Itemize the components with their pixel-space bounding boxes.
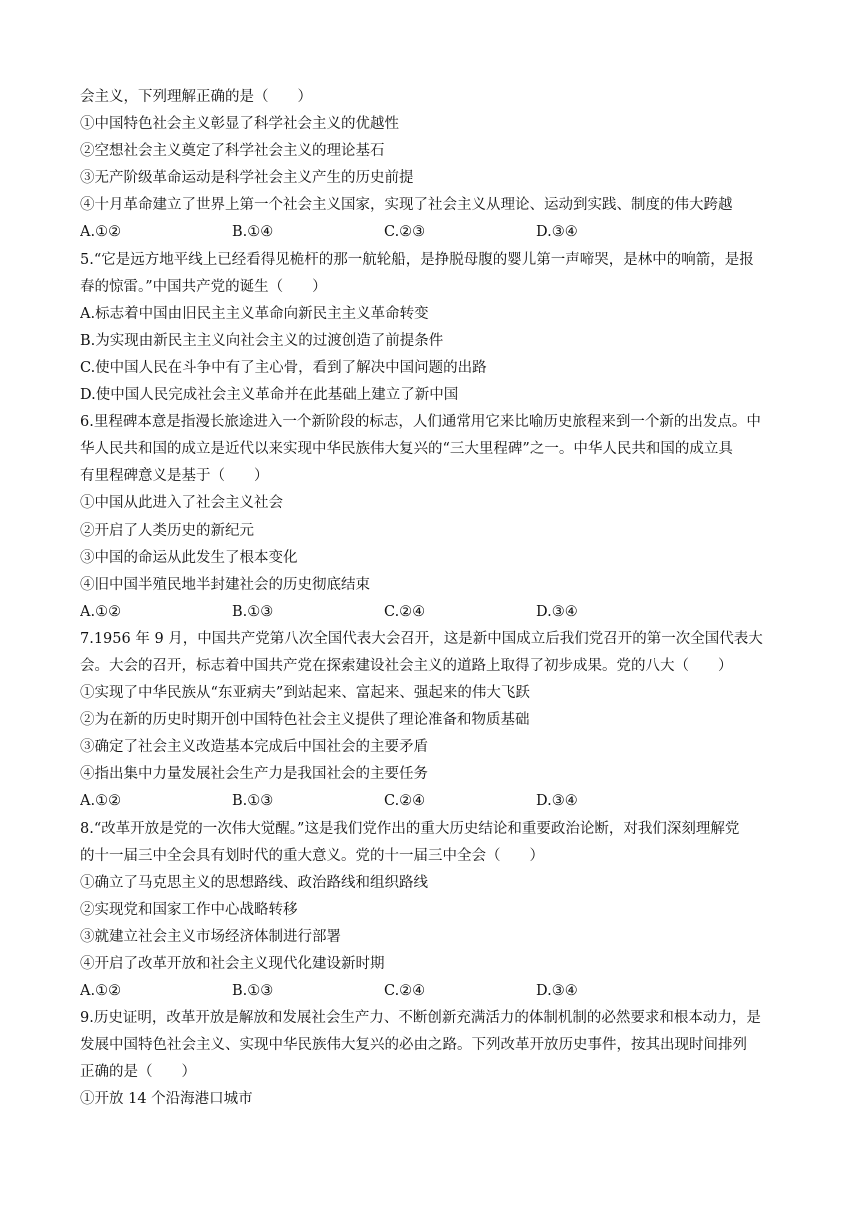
answer-option: C.②④ <box>384 603 426 620</box>
answer-option: B.①③ <box>232 983 274 1000</box>
answer-option: B.①③ <box>232 793 274 810</box>
text-line: 春的惊雷。”中国共产党的诞生（ ） <box>80 278 327 295</box>
text-line: 会。大会的召开，标志着中国共产党在探索建设社会主义的道路上取得了初步成果。党的八大（ ） <box>80 657 733 674</box>
text-line: ①实现了中华民族从“东亚病夫”到站起来、富起来、强起来的伟大飞跃 <box>80 685 530 702</box>
answer-option: B.①④ <box>232 224 274 241</box>
text-line: 7.1956 年 9 月，中国共产党第八次全国代表大会召开，这是新中国成立后我们党召开的第一次全国代表大 <box>80 630 763 647</box>
answer-option: D.③④ <box>536 603 578 620</box>
text-line: 5.“它是远方地平线上已经看得见桅杆的那一航轮船，是挣脱母腹的婴儿第一声啼哭，是林中的响箭，是报 <box>80 251 754 268</box>
text-line: ①开放 14 个沿海港口城市 <box>80 1091 253 1108</box>
answer-option: C.②④ <box>384 793 426 810</box>
answer-options-row <box>80 788 785 815</box>
answer-options-row <box>80 599 785 626</box>
text-line: ①中国从此进入了社会主义社会 <box>80 495 283 512</box>
answer-option: A.①② <box>80 983 122 1000</box>
text-line: ④十月革命建立了世界上第一个社会主义国家，实现了社会主义从理论、运动到实践、制度的伟大跨越 <box>80 197 733 214</box>
text-line: ②为在新的历史时期开创中国特色社会主义提供了理论准备和物质基础 <box>80 712 530 729</box>
text-line: ①确立了马克思主义的思想路线、政治路线和组织路线 <box>80 874 428 891</box>
answer-option: D.③④ <box>536 983 578 1000</box>
text-line: ②实现党和国家工作中心战略转移 <box>80 901 298 918</box>
text-line: ④开启了改革开放和社会主义现代化建设新时期 <box>80 956 385 972</box>
document-body <box>80 84 785 1114</box>
answer-options-row <box>80 219 785 246</box>
answer-options-row <box>80 978 785 1005</box>
answer-option: A.①② <box>80 793 122 810</box>
text-line: B.为实现由新民主主义向社会主义的过渡创造了前提条件 <box>80 332 444 349</box>
text-line: ③就建立社会主义市场经济体制进行部署 <box>80 928 341 945</box>
text-line: ②开启了人类历史的新纪元 <box>80 522 254 539</box>
text-line: 正确的是（ ） <box>80 1064 196 1081</box>
text-line: 华人民共和国的成立是近代以来实现中华民族伟大复兴的“三大里程碑”之一。中华人民共和国的成立具 <box>80 441 733 458</box>
answer-option: C.②④ <box>384 983 426 1000</box>
text-line: 9.历史证明，改革开放是解放和发展社会生产力、不断创新充满活力的体制机制的必然要求和根本动力，是 <box>80 1010 761 1027</box>
text-line: 8.“改革开放是党的一次伟大觉醒。”这是我们党作出的重大历史结论和重要政治论断，对我们深刻理解党 <box>80 820 740 837</box>
text-line: ③中国的命运从此发生了根本变化 <box>80 549 298 566</box>
text-line: D.使中国人民完成社会主义革命并在此基础上建立了新中国 <box>80 387 459 404</box>
answer-option: A.①② <box>80 603 122 620</box>
text-line: A.标志着中国由旧民主主义革命向新民主主义革命转变 <box>80 305 429 322</box>
answer-option: D.③④ <box>536 793 578 810</box>
answer-option: B.①③ <box>232 603 274 620</box>
text-line: 的十一届三中全会具有划时代的重大意义。党的十一届三中全会（ ） <box>80 847 544 864</box>
text-line: ②空想社会主义奠定了科学社会主义的理论基石 <box>80 143 385 160</box>
text-line: ④旧中国半殖民地半封建社会的历史彻底结束 <box>80 576 370 593</box>
text-line: 有里程碑意义是基于（ ） <box>80 468 269 485</box>
text-line: 会主义，下列理解正确的是（ ） <box>80 89 312 105</box>
text-line: ③无产阶级革命运动是科学社会主义产生的历史前提 <box>80 170 414 187</box>
text-line: 6.里程碑本意是指漫长旅途进入一个新阶段的标志，人们通常用它来比喻历史旅程来到一个新的出发点。中 <box>80 414 761 431</box>
answer-option: A.①② <box>80 224 122 241</box>
text-line: ④指出集中力量发展社会生产力是我国社会的主要任务 <box>80 766 428 783</box>
text-line: ③确定了社会主义改造基本完成后中国社会的主要矛盾 <box>80 739 428 756</box>
text-line: C.使中国人民在斗争中有了主心骨，看到了解决中国问题的出路 <box>80 359 487 376</box>
answer-option: C.②③ <box>384 224 426 241</box>
answer-option: D.③④ <box>536 224 578 241</box>
text-line: 发展中国特色社会主义、实现中华民族伟大复兴的必由之路。下列改革开放历史事件，按其出现时间排列 <box>80 1037 747 1054</box>
text-line: ①中国特色社会主义彰显了科学社会主义的优越性 <box>80 116 399 133</box>
